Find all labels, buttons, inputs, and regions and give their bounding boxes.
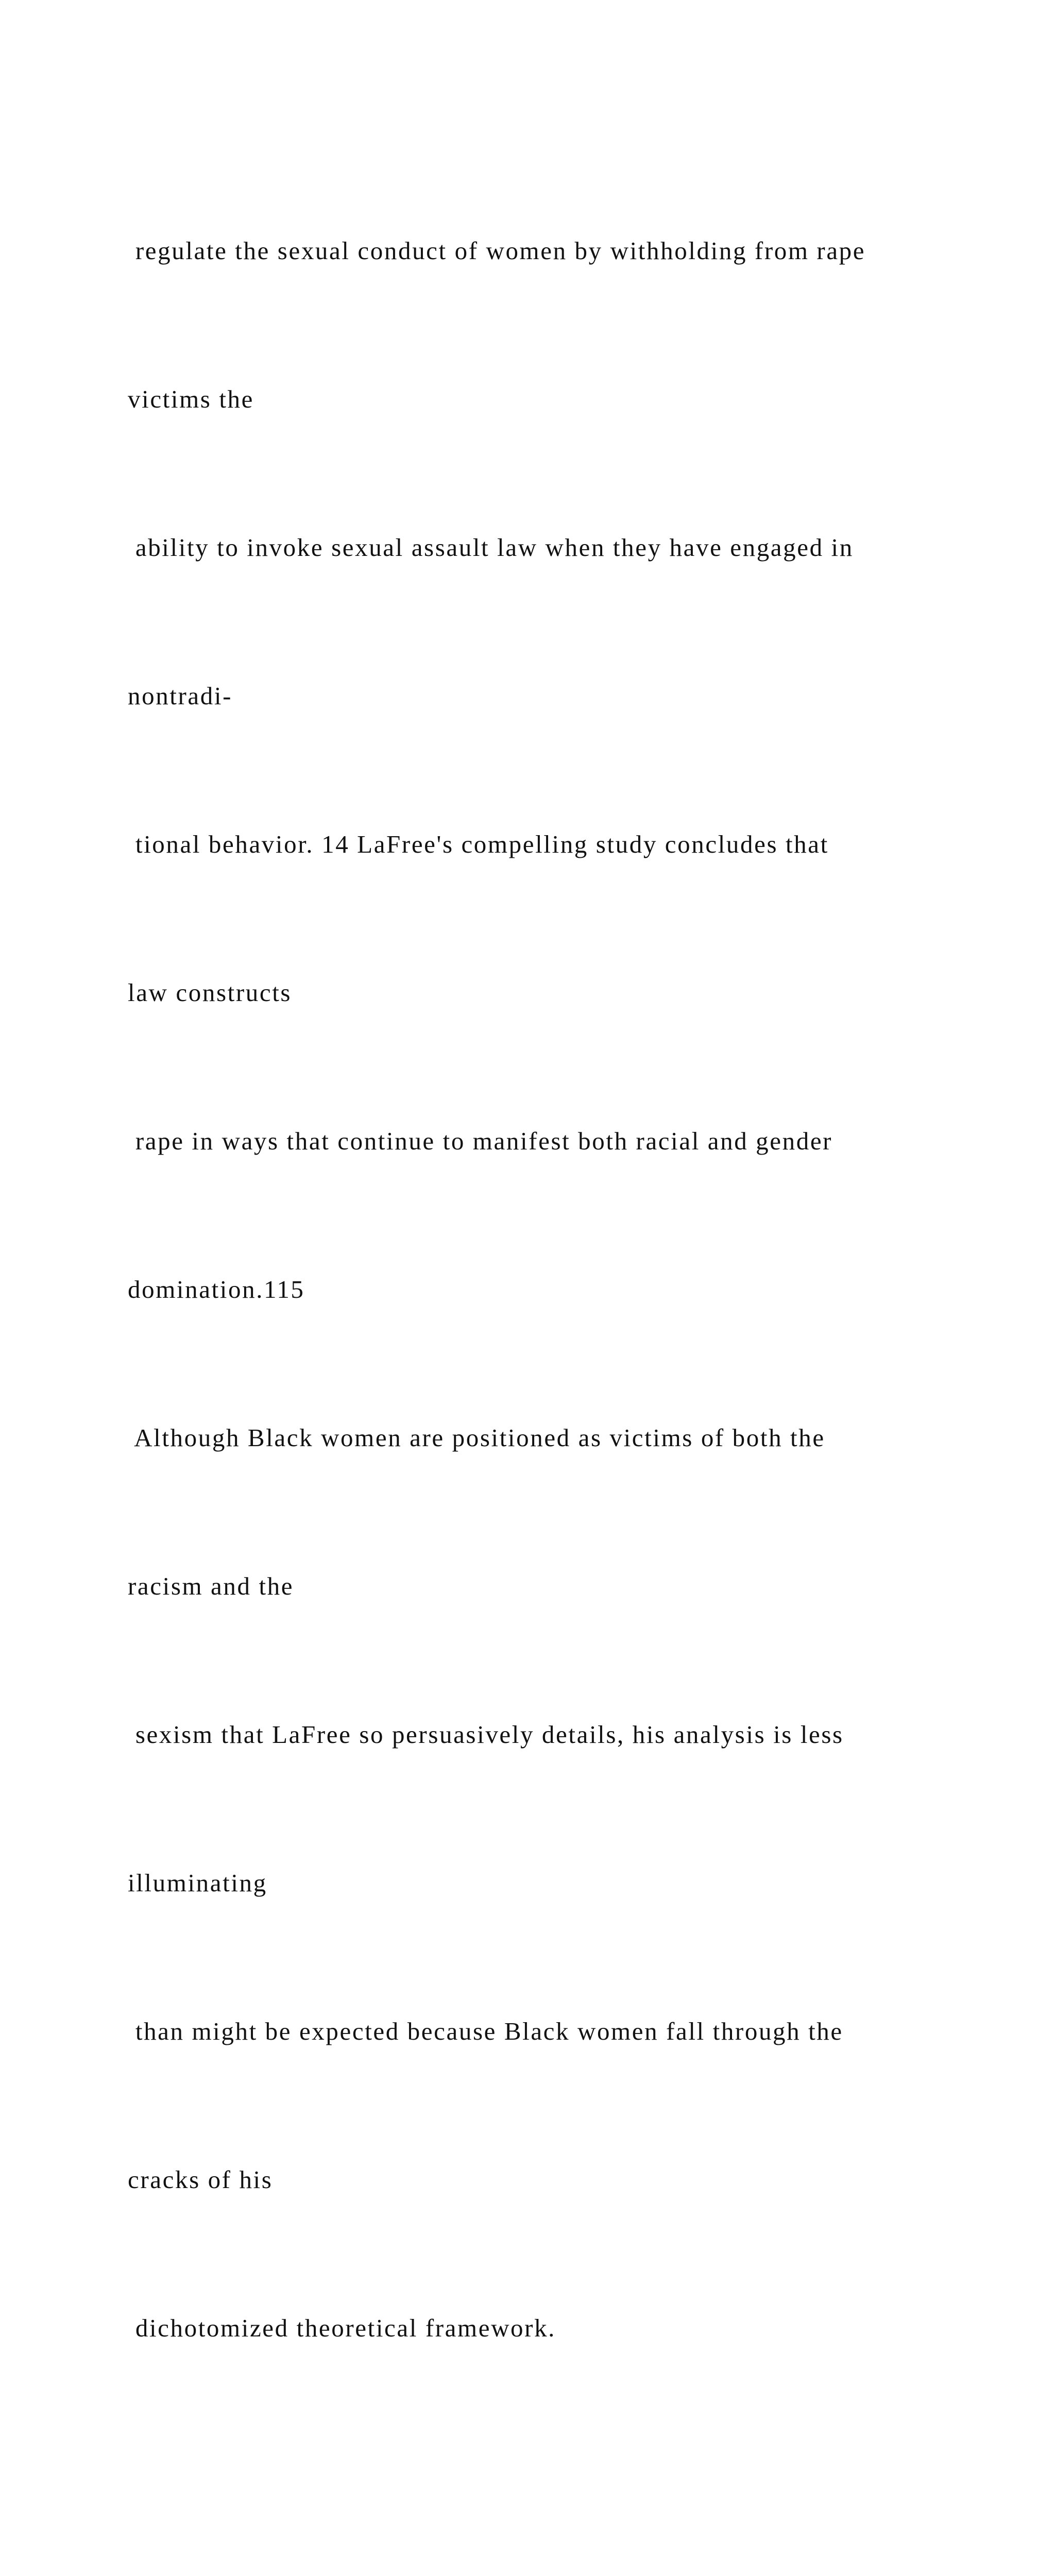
text-line: tional behavior. 14 LaFree's compelling study concludes that xyxy=(128,830,829,858)
text-line: domination.115 xyxy=(128,1275,305,1303)
text-line: regulate the sexual conduct of women by withholding from rape xyxy=(128,236,866,265)
text-line: law constructs xyxy=(128,978,292,1007)
blank-line xyxy=(128,2452,1003,2501)
text-line: victims the xyxy=(128,385,254,413)
text-line: dichotomized theoretical framework. xyxy=(128,2314,556,2342)
text-line: rape in ways that continue to manifest both racial and gender xyxy=(128,1127,833,1155)
text-line: ability to invoke sexual assault law when they have engaged in xyxy=(128,533,854,562)
text-line: cracks of his xyxy=(128,2165,273,2194)
text-line: Although Black women are positioned as victims of both the xyxy=(128,1423,825,1452)
document-body xyxy=(128,127,1003,2576)
text-line: illuminating xyxy=(128,1869,267,1897)
text-line: racism and the xyxy=(128,1572,294,1600)
text-line: than might be expected because Black women fall through the xyxy=(128,2017,843,2045)
text-line: nontradi- xyxy=(128,682,233,710)
text-line: sexism that LaFree so persuasively details, his analysis is less xyxy=(128,1720,844,1749)
